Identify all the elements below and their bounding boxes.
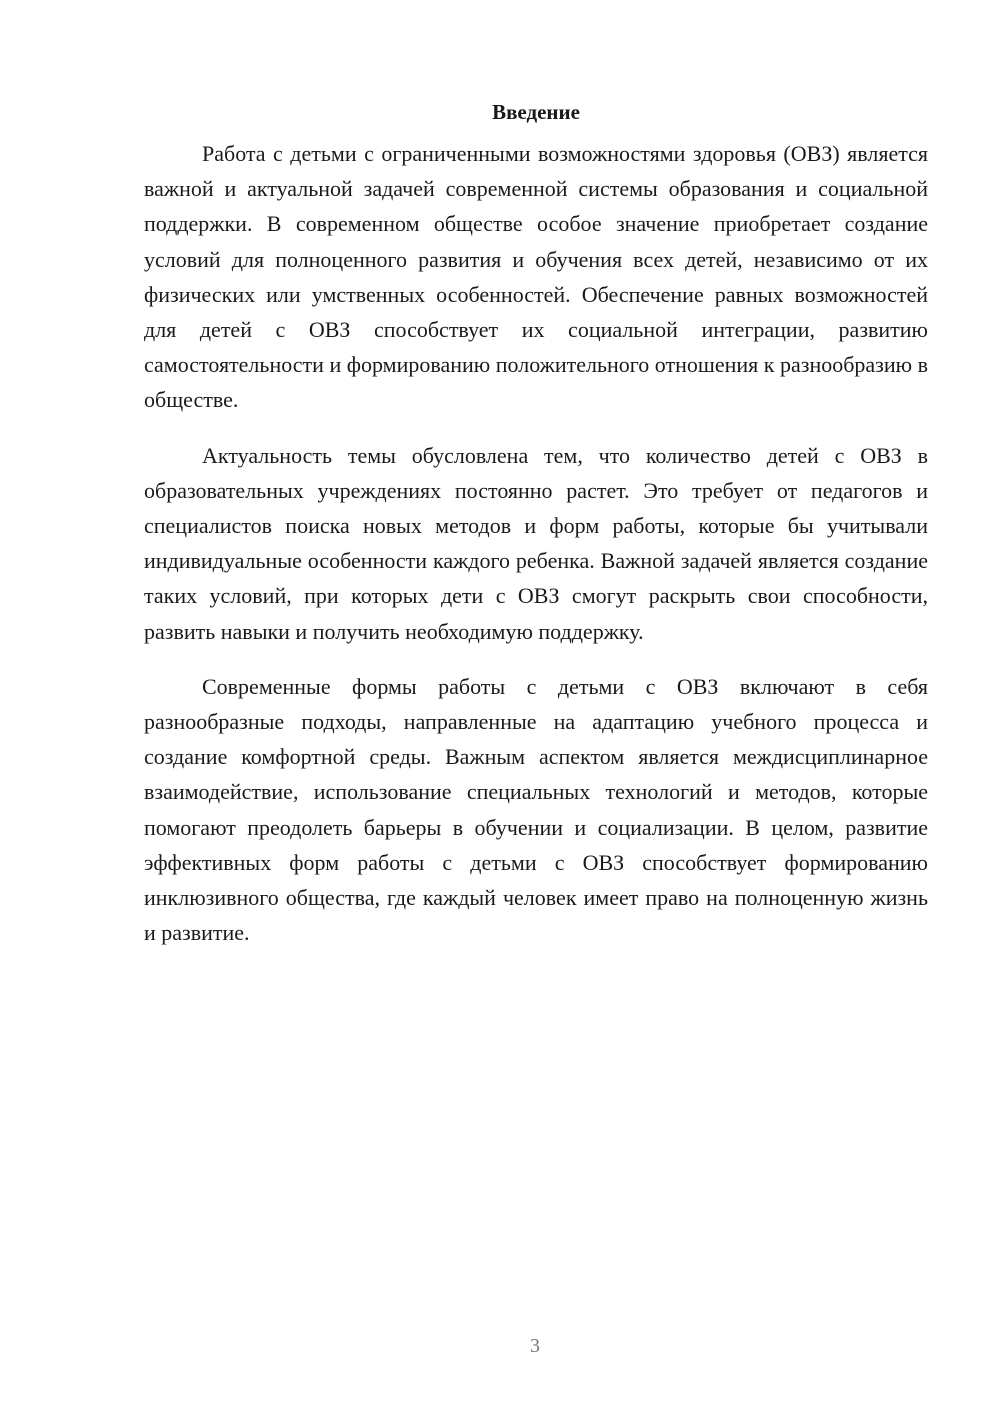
- paragraph-3: Современные формы работы с детьми с ОВЗ включают в себя разнообразные подходы, направленные на адаптацию учебного процесса и создание комфортной среды. Важным аспектом является междисциплинарное взаимодействие, использование специальных технологий и методов, которые помогают преодолеть барьеры в обучении и социализации. В целом, развитие эффективных форм работы с детьми с ОВЗ способствует формированию инклюзивного общества, где каждый человек имеет право на полноценную жизнь и развитие.: [144, 673, 928, 946]
- paragraph-2: Актуальность темы обусловлена тем, что количество детей с ОВЗ в образовательных учреждениях постоянно растет. Это требует от педагогов и специалистов поиска новых методов и форм работы, которые бы учитывали индивидуальные особенности каждого ребенка. Важной задачей является создание таких условий, при которых дети с ОВЗ смогут раскрыть свои способности, развить навыки и получить необходимую поддержку.: [144, 442, 928, 644]
- page-number: 3: [530, 1335, 540, 1357]
- paragraph-1: Работа с детьми с ограниченными возможностями здоровья (ОВЗ) является важной и актуальной задачей современной системы образования и социальной поддержки. В современном обществе особое значение приобретает создание условий для полноценного развития и обучения всех детей, независимо от их физических или умственных особенностей. Обеспечение равных возможностей для детей с ОВЗ способствует их социальной интеграции, развитию самостоятельности и формированию положительного отношения к разнообразию в обществе.: [144, 141, 928, 413]
- page-title: Введение: [492, 100, 580, 124]
- page-content: [144, 96, 928, 970]
